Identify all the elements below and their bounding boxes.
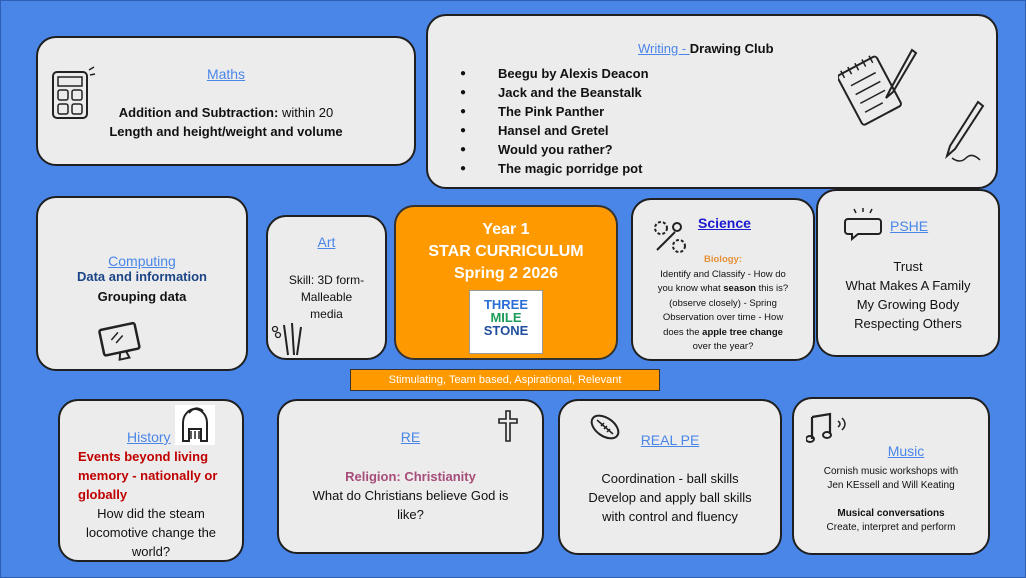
maths-title[interactable]: Maths xyxy=(206,66,246,82)
writing-title-rest: Drawing Club xyxy=(689,41,774,56)
list-item: ● Hansel and Gretel xyxy=(458,121,649,140)
pe-title[interactable]: REAL PE xyxy=(640,432,700,448)
maths-topic-2: Length and height/weight and volume xyxy=(109,124,343,139)
history-q-3: world? xyxy=(131,544,171,559)
science-title[interactable]: Science xyxy=(698,215,751,231)
pe-line-2: Develop and apply ball skills xyxy=(588,490,752,505)
history-theme xyxy=(78,447,217,504)
history-q-1: How did the steam xyxy=(97,506,205,521)
science-line-2 xyxy=(637,282,809,297)
pe-line-3: with control and fluency xyxy=(602,509,738,524)
maths-topic-1-detail: within 20 xyxy=(278,105,334,120)
science-card xyxy=(631,198,815,361)
pen-icon xyxy=(938,98,988,173)
centre-term: Spring 2 2026 xyxy=(453,265,559,282)
art-card xyxy=(266,215,387,360)
maths-topic-1: Addition and Subtraction: xyxy=(118,105,279,120)
history-theme-3: globally xyxy=(78,487,128,502)
art-line-1: Skill: 3D form- xyxy=(288,273,365,287)
music-title[interactable]: Music xyxy=(887,443,925,459)
art-content xyxy=(268,272,385,323)
list-item: ● Would you rather? xyxy=(458,140,649,159)
computing-topic: Grouping data xyxy=(97,289,187,304)
computing-subtitle: Data and information xyxy=(76,269,207,284)
history-card xyxy=(58,399,244,562)
computing-card xyxy=(36,196,248,371)
re-q-2: like? xyxy=(397,507,424,522)
centre-year: Year 1 xyxy=(482,221,530,238)
computer-icon xyxy=(96,320,146,370)
music-line-2: Jen KEssell and Will Keating xyxy=(827,480,955,491)
list-item: My Growing Body xyxy=(856,297,960,312)
values-banner: Stimulating, Team based, Aspirational, Relevant xyxy=(350,369,660,391)
re-title[interactable]: RE xyxy=(400,429,421,445)
music-line-1: Cornish music workshops with xyxy=(823,466,959,477)
music-content xyxy=(794,465,988,535)
maths-content xyxy=(38,103,414,141)
list-item: ● The Pink Panther xyxy=(458,102,649,121)
centre-title-card xyxy=(394,205,618,360)
helmet-icon xyxy=(175,405,215,445)
logo-line-3: STONE xyxy=(483,323,529,338)
logo-line-1: THREE xyxy=(483,297,529,312)
history-theme-1: Events beyond living xyxy=(78,449,209,464)
pe-card xyxy=(558,399,782,555)
re-question xyxy=(279,486,542,524)
science-heading: Biology: xyxy=(704,254,742,265)
music-line-3: Musical conversations xyxy=(837,508,945,519)
science-line-5 xyxy=(637,326,809,341)
art-title[interactable]: Art xyxy=(317,234,336,250)
science-apple: apple tree change xyxy=(702,326,783,338)
science-season: season xyxy=(723,283,756,294)
pe-line-1: Coordination - ball skills xyxy=(601,471,739,486)
pe-content xyxy=(560,469,780,526)
maths-card xyxy=(36,36,416,166)
logo-line-2: MILE xyxy=(490,310,522,325)
writing-card xyxy=(426,14,998,189)
list-item: Trust xyxy=(893,259,923,274)
history-question xyxy=(60,504,242,561)
notepad-pen-icon xyxy=(838,46,918,141)
list-item: What Makes A Family xyxy=(845,278,971,293)
speech-bubble-icon xyxy=(844,207,884,246)
paintbrushes-icon xyxy=(270,321,310,364)
list-item: ● Jack and the Beanstalk xyxy=(458,83,649,102)
history-title[interactable]: History xyxy=(127,429,171,445)
school-logo xyxy=(469,290,543,354)
re-q-1: What do Christians believe God is xyxy=(312,488,509,503)
history-q-2: locomotive change the xyxy=(85,525,217,540)
science-line-2c: this is? xyxy=(756,283,789,294)
history-theme-2: memory - nationally or xyxy=(78,468,218,483)
list-item: ● The magic porridge pot xyxy=(458,159,649,178)
music-card xyxy=(792,397,990,555)
re-card xyxy=(277,399,544,554)
pshe-card xyxy=(816,189,1000,357)
music-line-4: Create, interpret and perform xyxy=(826,522,956,533)
science-line-2a: you know what xyxy=(657,283,724,294)
writing-book-list xyxy=(458,64,649,178)
science-line-1: Identify and Classify - How do xyxy=(660,268,786,280)
science-line-6: over the year? xyxy=(692,341,754,352)
science-line-4: Observation over time - How xyxy=(662,312,784,323)
computing-title[interactable]: Computing xyxy=(108,253,176,269)
pshe-title[interactable]: PSHE xyxy=(890,218,929,234)
list-item: ● Beegu by Alexis Deacon xyxy=(458,64,649,83)
writing-link[interactable]: Writing - xyxy=(638,41,690,56)
writing-title xyxy=(638,41,774,56)
science-content xyxy=(637,253,809,355)
art-line-3: media xyxy=(310,307,343,321)
art-line-2: Malleable xyxy=(300,290,353,304)
science-line-5a: does the xyxy=(663,326,703,338)
pshe-content xyxy=(818,257,998,333)
re-subtitle: Religion: Christianity xyxy=(345,469,476,484)
centre-curriculum: STAR CURRICULUM xyxy=(428,243,584,260)
list-item: Respecting Others xyxy=(854,316,962,331)
science-line-3: (observe closely) - Spring xyxy=(669,297,777,309)
